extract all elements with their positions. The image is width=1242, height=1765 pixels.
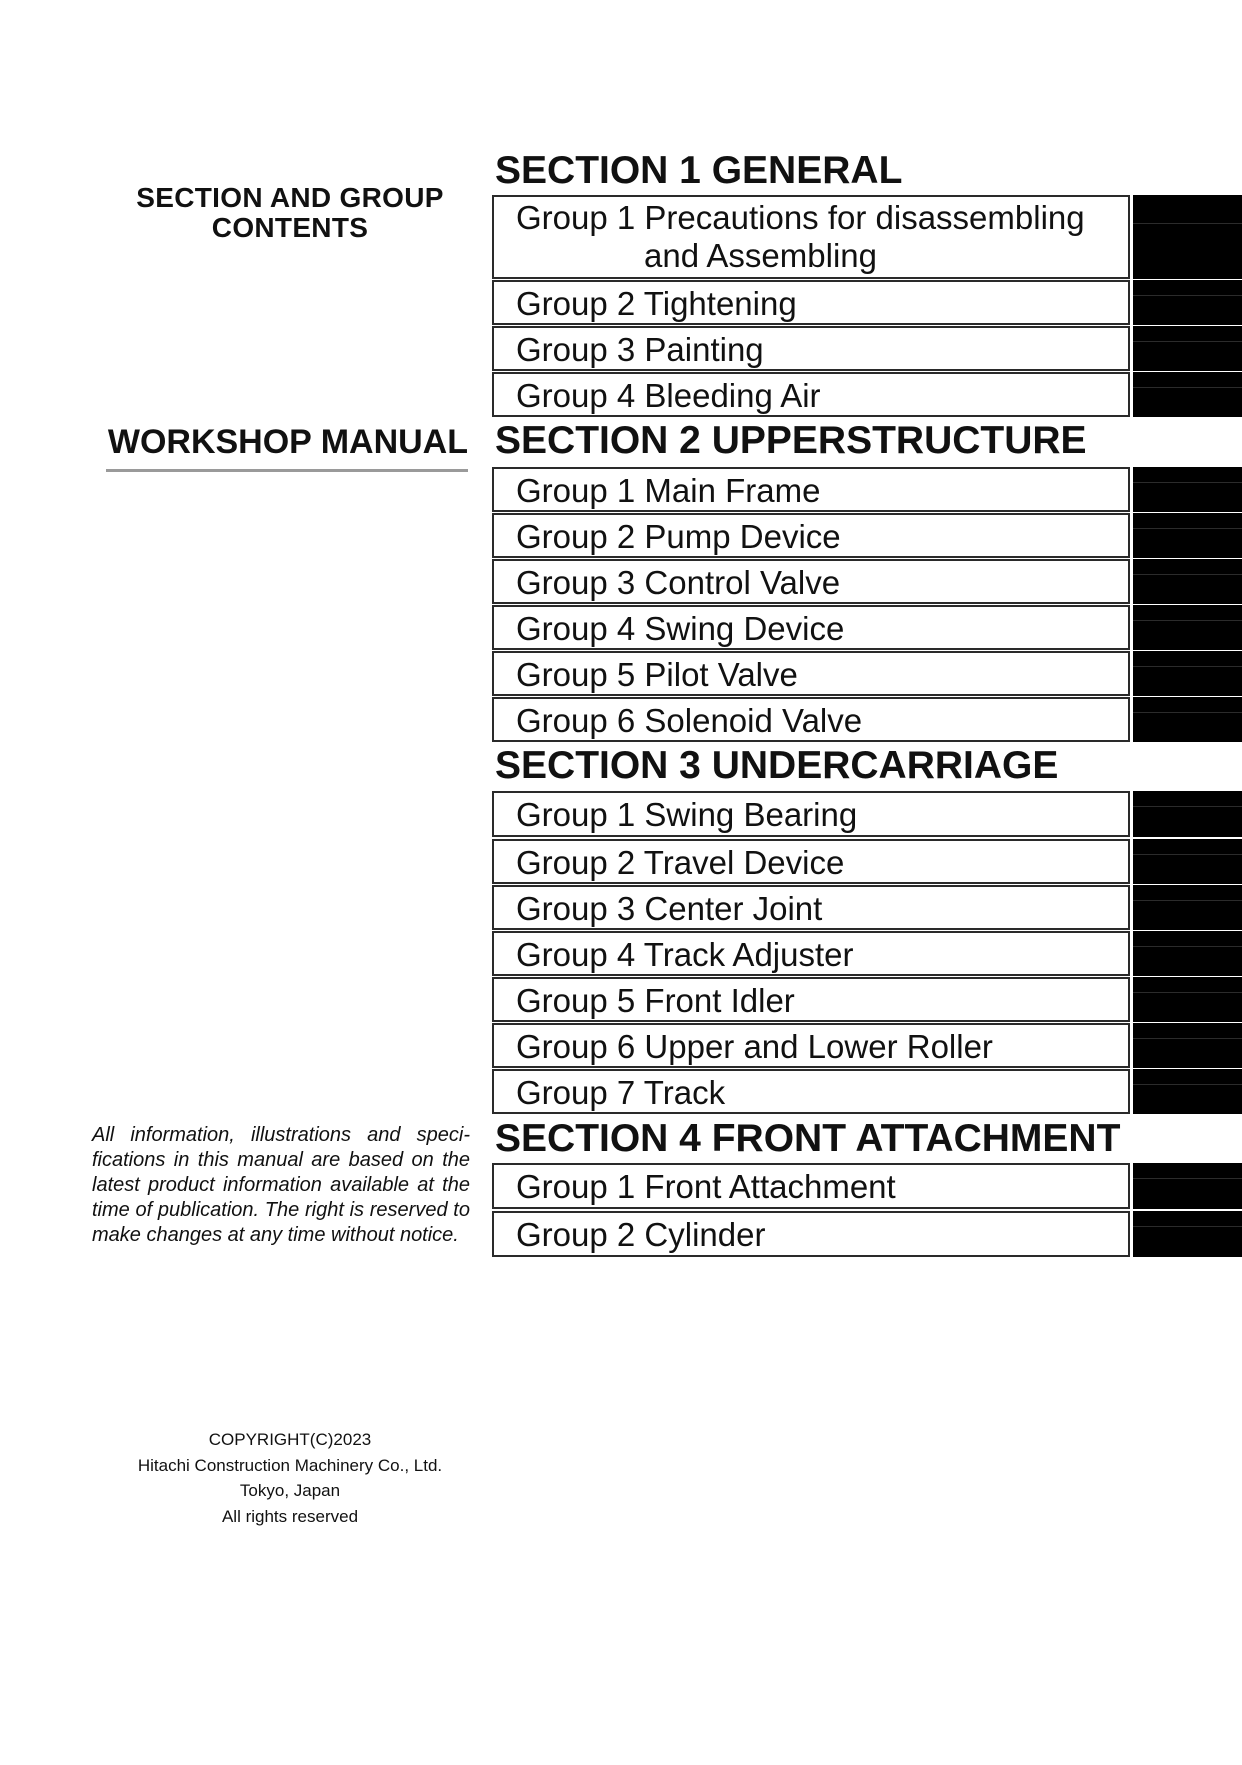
section-3-index-tab (1133, 977, 1242, 1022)
section-2-group-6[interactable] (492, 697, 1130, 742)
group-label: Group 6 Solenoid Valve (516, 702, 863, 739)
rights-reserved: All rights reserved (221, 1506, 359, 1526)
group-label: Group 2 Tightening (516, 285, 797, 322)
section-1-group-4[interactable] (492, 372, 1130, 417)
contents-title-line-1: SECTION AND GROUP (136, 182, 444, 213)
section-3-index-tab (1133, 931, 1242, 976)
group-label: Group 7 Track (516, 1074, 726, 1111)
section-3-group-6[interactable] (492, 1023, 1130, 1068)
section-1-index-tab (1133, 372, 1242, 417)
group-label: Group 4 Swing Device (516, 610, 845, 647)
section-3-group-1[interactable] (492, 791, 1130, 837)
section-1-group-2[interactable] (492, 280, 1130, 325)
group-label: Group 4 Bleeding Air (516, 377, 821, 414)
group-label: Group 2 Travel Device (516, 844, 845, 881)
section-4-group-1[interactable] (492, 1163, 1130, 1209)
section-1-heading[interactable]: SECTION 1 GENERAL (495, 149, 903, 192)
section-3-index-tab (1133, 1069, 1242, 1114)
group-label: Group 1 Main Frame (516, 472, 821, 509)
section-2-group-4[interactable] (492, 605, 1130, 650)
disclaimer-notice: All information, illustrations and speci-fications in this manual are based on the latest product information available at the time of publication. The right is reserved to make changes at any time without notice. (92, 1124, 470, 1246)
section-4-heading[interactable]: SECTION 4 FRONT ATTACHMENT (495, 1117, 1121, 1160)
section-2-index-tab (1133, 605, 1242, 650)
group-label: Group 1 Front Attachment (516, 1168, 896, 1205)
section-2-index-tab (1133, 697, 1242, 742)
company-name: Hitachi Construction Machinery Co., Ltd. (137, 1455, 443, 1475)
section-3-index-tab (1133, 791, 1242, 837)
section-3-group-5[interactable] (492, 977, 1130, 1022)
copyright-line: COPYRIGHT(C)2023 (208, 1430, 372, 1449)
section-2-index-tab (1133, 513, 1242, 558)
group-label: Group 2 Cylinder (516, 1216, 766, 1253)
section-2-group-3[interactable] (492, 559, 1130, 604)
group-label: Group 5 Pilot Valve (516, 656, 798, 693)
section-3-index-tab (1133, 1023, 1242, 1068)
section-3-group-4[interactable] (492, 931, 1130, 976)
section-3-group-2[interactable] (492, 839, 1130, 884)
section-3-heading[interactable]: SECTION 3 UNDERCARRIAGE (495, 744, 1059, 787)
group-label: Group 6 Upper and Lower Roller (516, 1028, 993, 1065)
section-2-index-tab (1133, 559, 1242, 604)
group-label: Group 3 Control Valve (516, 564, 841, 601)
section-1-index-tab (1133, 326, 1242, 371)
section-2-group-1[interactable] (492, 467, 1130, 512)
section-1-group-1[interactable] (492, 195, 1130, 279)
section-1-group-3[interactable] (492, 326, 1130, 371)
group-label-line-1: Group 1 Precautions for disassembling (516, 199, 1085, 236)
company-location: Tokyo, Japan (239, 1481, 341, 1500)
section-2-group-5[interactable] (492, 651, 1130, 696)
group-label: Group 3 Painting (516, 331, 764, 368)
section-4-group-2[interactable] (492, 1211, 1130, 1257)
group-label-line-2: and Assembling (644, 237, 877, 274)
section-1-index-tab (1133, 195, 1242, 279)
section-2-index-tab (1133, 467, 1242, 512)
group-label (516, 199, 1085, 275)
contents-title-line-2: CONTENTS (211, 212, 369, 243)
section-4-index-tab (1133, 1163, 1242, 1209)
section-1-index-tab (1133, 280, 1242, 325)
manual-title: WORKSHOP MANUAL (107, 423, 468, 461)
section-4-index-tab (1133, 1211, 1242, 1257)
group-label: Group 5 Front Idler (516, 982, 795, 1019)
section-2-heading[interactable]: SECTION 2 UPPERSTRUCTURE (495, 419, 1087, 462)
section-3-index-tab (1133, 839, 1242, 884)
group-label: Group 4 Track Adjuster (516, 936, 854, 973)
group-label: Group 3 Center Joint (516, 890, 823, 927)
section-2-index-tab (1133, 651, 1242, 696)
section-3-index-tab (1133, 885, 1242, 930)
section-3-group-3[interactable] (492, 885, 1130, 930)
section-3-group-7[interactable] (492, 1069, 1130, 1114)
group-label: Group 2 Pump Device (516, 518, 841, 555)
group-label: Group 1 Swing Bearing (516, 796, 858, 833)
section-2-group-2[interactable] (492, 513, 1130, 558)
